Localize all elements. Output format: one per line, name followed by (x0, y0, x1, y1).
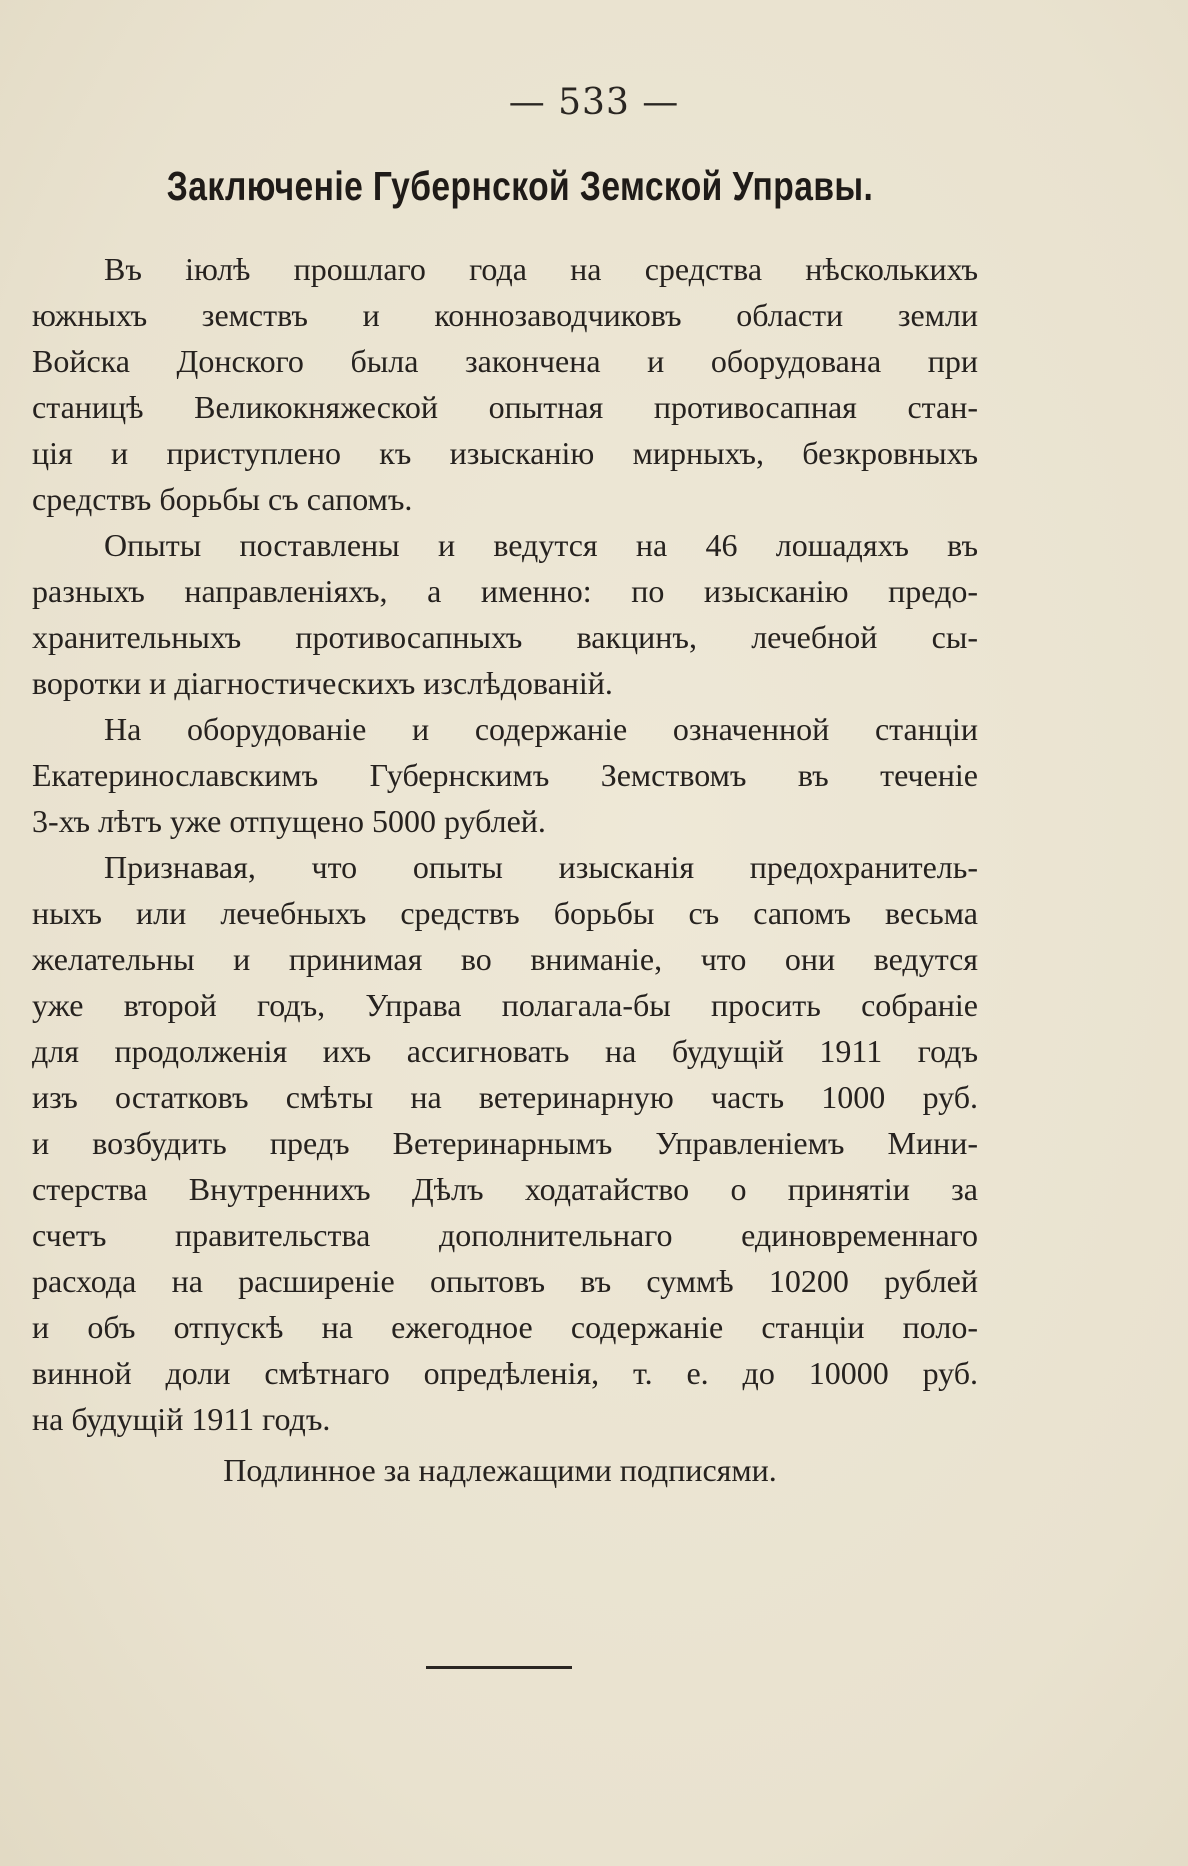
text-line: южныхъ земствъ и коннозаводчиковъ области земли (32, 297, 978, 333)
text-line: расхода на расширеніе опытовъ въ суммѣ 10200 рублей (32, 1263, 978, 1299)
text-line: желательны и принимая во вниманіе, что они ведутся (32, 941, 978, 977)
page-number: — 533 — (508, 82, 680, 123)
text-line: для продолженія ихъ ассигновать на будущій 1911 годъ (32, 1033, 978, 1069)
text-line: воротки и діагностическихъ изслѣдованій. (32, 665, 613, 701)
text-line: и объ отпускѣ на ежегодное содержаніе станціи поло- (32, 1309, 978, 1345)
body-text (32, 246, 978, 1442)
text-line: станицѣ Великокняжеской опытная противосапная стан- (32, 389, 978, 425)
paragraph (32, 522, 978, 706)
text-line: счетъ правительства дополнительнаго единовременнаго (32, 1217, 978, 1253)
text-line: на будущій 1911 годъ. (32, 1401, 331, 1437)
paragraph (32, 706, 978, 844)
paragraph (32, 246, 978, 522)
text-line: ція и приступлено къ изысканію мирныхъ, безкровныхъ (32, 435, 978, 471)
text-line: Въ іюлѣ прошлаго года на средства нѣсколькихъ (104, 251, 978, 287)
text-line: стерства Внутреннихъ Дѣлъ ходатайство о принятіи за (32, 1171, 978, 1207)
text-line: средствъ борьбы съ сапомъ. (32, 481, 413, 517)
closing-note: Подлинное за надлежащими подписями. (223, 1452, 777, 1488)
text-line: На оборудованіе и содержаніе означенной станціи (104, 711, 978, 747)
text-line: 3-хъ лѣтъ уже отпущено 5000 рублей. (32, 803, 546, 839)
text-line: хранительныхъ противосапныхъ вакцинъ, лечебной сы- (32, 619, 978, 655)
text-line: изъ остатковъ смѣты на ветеринарную часть 1000 руб. (32, 1079, 978, 1115)
text-line: уже второй годъ, Управа полагала-бы просить собраніе (32, 987, 978, 1023)
text-line: Признавая, что опыты изысканія предохранитель- (104, 849, 978, 885)
closing-rule (426, 1666, 572, 1669)
text-line: и возбудить предъ Ветеринарнымъ Управленіемъ Мини- (32, 1125, 978, 1161)
section-title: Заключеніе Губернской Земской Управы. (166, 163, 874, 209)
text-line: ныхъ или лечебныхъ средствъ борьбы съ сапомъ весьма (32, 895, 978, 931)
text-line: винной доли смѣтнаго опредѣленія, т. е. до 10000 руб. (32, 1355, 978, 1391)
text-line: Войска Донского была закончена и оборудована при (32, 343, 978, 379)
text-line: разныхъ направленіяхъ, а именно: по изысканію предо- (32, 573, 978, 609)
paragraph (32, 844, 978, 1442)
text-line: Екатеринославскимъ Губернскимъ Земствомъ въ теченіе (32, 757, 978, 793)
text-line: Опыты поставлены и ведутся на 46 лошадяхъ въ (104, 527, 978, 563)
